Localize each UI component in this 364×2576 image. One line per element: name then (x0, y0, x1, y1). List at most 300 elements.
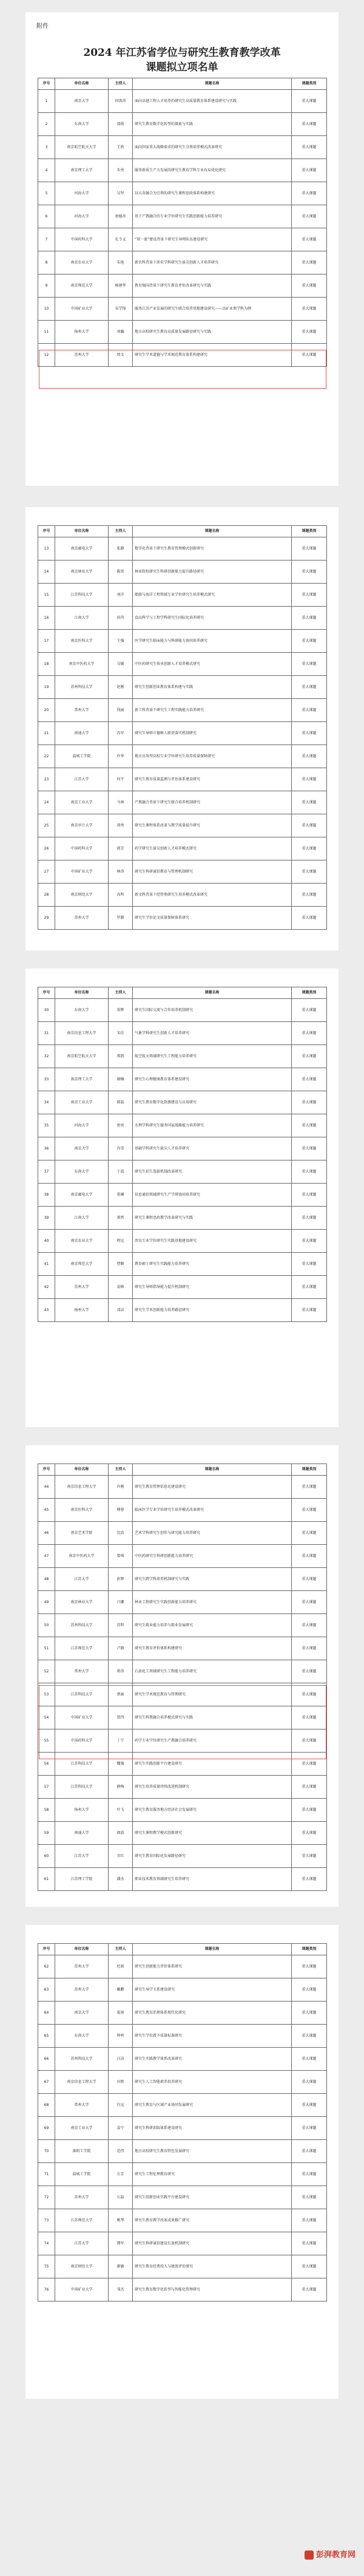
column-header: 主持人 (109, 1944, 133, 1955)
topic-category: 重大课题 (292, 2025, 327, 2048)
unit-name: 南京大学 (55, 90, 109, 113)
topic-title: 研究生创新创业教育体系构建与实践 (133, 676, 292, 699)
topic-title: 药学专业学位研究生产教融合培养研究 (133, 1729, 292, 1753)
host-name: 石磊 (109, 2186, 133, 2209)
table-row (38, 136, 327, 159)
table-row (38, 1660, 327, 1683)
topic-title: 职业技术教育领域研究生培养研究 (133, 1868, 292, 1891)
table-row (38, 699, 327, 722)
row-number: 22 (38, 745, 55, 768)
topic-title: 教育硕士研究生实践能力培养研究 (133, 1253, 292, 1276)
host-name: 高明 (109, 884, 133, 907)
topic-category: 重大课题 (292, 1753, 327, 1776)
topic-category: 重大课题 (292, 837, 327, 860)
table-row (38, 561, 327, 584)
topic-category: 重大课题 (292, 159, 327, 182)
topic-category: 重大课题 (292, 2186, 327, 2209)
topic-title: 艺术学科研究生创作与研究能力培养研究 (133, 1522, 292, 1545)
unit-name: 南京大学 (55, 1137, 109, 1160)
column-header: 主持人 (109, 526, 133, 537)
table-row (38, 1253, 327, 1276)
topic-category: 重大课题 (292, 1137, 327, 1160)
topic-title: 研究生工程伦理教育研究 (133, 2163, 292, 2186)
unit-name: 南京师范大学 (55, 274, 109, 298)
unit-name: 南京工业大学 (55, 2117, 109, 2140)
table-row (38, 584, 327, 607)
row-number: 7 (38, 228, 55, 251)
table-row (38, 2163, 327, 2186)
row-number: 42 (38, 1276, 55, 1299)
table-row (38, 1591, 327, 1614)
unit-name: 江苏科技大学 (55, 584, 109, 607)
topic-title: 气象学科研究生创新人才培养研究 (133, 1022, 292, 1045)
unit-name: 南京大学 (55, 2002, 109, 2025)
row-number: 14 (38, 561, 55, 584)
topic-title: “双一流”建设背景下研究生导师队伍建设研究 (133, 228, 292, 251)
topic-title: 服务新质生产力发展的研究生教育学科专业布局优化研究 (133, 159, 292, 182)
unit-name: 南京农业大学 (55, 251, 109, 274)
topic-title: 临床医学专业学位研究生培养模式改革研究 (133, 1499, 292, 1522)
column-header: 序号 (38, 526, 55, 537)
topic-title: 涉农专业学位研究生实践基地建设研究 (133, 1230, 292, 1253)
row-number: 74 (38, 2232, 55, 2255)
topic-category: 重大课题 (292, 1499, 327, 1522)
topic-title: 研究生国际交流与合作培养机制研究 (133, 999, 292, 1022)
topic-title: 研究生教育国际化发展路径研究 (133, 1845, 292, 1868)
host-name: 吴敏 (109, 653, 133, 676)
unit-name: 南京中医药大学 (55, 653, 109, 676)
topic-title: 船舶与海洋工程领域专业学位研究生培养模式研究 (133, 584, 292, 607)
row-number: 68 (38, 2094, 55, 2117)
table-row (38, 745, 327, 768)
topic-category: 重大课题 (292, 2140, 327, 2163)
host-name: 蔡丽 (109, 1683, 133, 1706)
topic-category: 重大课题 (292, 113, 327, 136)
row-number: 19 (38, 676, 55, 699)
unit-name: 南京工业大学 (55, 791, 109, 814)
row-number: 71 (38, 2163, 55, 2186)
topic-category: 重大课题 (292, 1207, 327, 1230)
table-row (38, 1114, 327, 1137)
host-name: 任远 (109, 2094, 133, 2117)
column-header: 单位名称 (55, 1944, 109, 1955)
table-header-row (38, 78, 327, 90)
unit-name: 江苏大学 (55, 2232, 109, 2255)
row-number: 63 (38, 1978, 55, 2002)
row-number: 70 (38, 2140, 55, 2163)
topic-category: 重大课题 (292, 1568, 327, 1591)
topic-category: 重大课题 (292, 2163, 327, 2186)
host-name: 韩磊 (109, 1091, 133, 1114)
row-number: 46 (38, 1522, 55, 1545)
table-row (38, 321, 327, 344)
unit-name: 江苏师范大学 (55, 2209, 109, 2232)
row-number: 24 (38, 791, 55, 814)
table-row (38, 1614, 327, 1637)
topic-category: 重大课题 (292, 2117, 327, 2140)
topic-title: 数字化背景下研究生教育管理模式创新研究 (133, 537, 292, 561)
topic-title: 研究生教育服务地方经济社会发展研究 (133, 1799, 292, 1822)
row-number: 26 (38, 837, 55, 860)
unit-name: 江南大学 (55, 607, 109, 630)
topic-title: 产教融合背景下研究生联合培养机制研究 (133, 791, 292, 814)
host-name: 孔令义 (109, 228, 133, 251)
row-number: 21 (38, 722, 55, 745)
host-name: 邓洁 (109, 1299, 133, 1322)
unit-name: 江南大学 (55, 1207, 109, 1230)
unit-name: 苏州科技大学 (55, 676, 109, 699)
unit-name: 江苏大学 (55, 1845, 109, 1868)
unit-name: 江苏科技大学 (55, 1683, 109, 1706)
host-name: 宋佳 (109, 1022, 133, 1045)
table-row (38, 344, 327, 367)
project-table-page-5 (38, 1943, 327, 2302)
topic-category: 重大课题 (292, 182, 327, 205)
topic-category: 重大课题 (292, 1845, 327, 1868)
host-name: 许刚 (109, 1476, 133, 1499)
row-number: 32 (38, 1045, 55, 1068)
topic-category: 重大课题 (292, 1868, 327, 1891)
topic-title: 医学研究生临床能力与科研能力协同培养研究 (133, 630, 292, 653)
row-number: 25 (38, 814, 55, 837)
topic-category: 重大课题 (292, 561, 327, 584)
topic-title: 中医药研究生科研创新能力培养研究 (133, 1545, 292, 1568)
column-header: 单位名称 (55, 987, 109, 999)
row-number: 45 (38, 1499, 55, 1522)
table-row (38, 298, 327, 321)
topic-category: 重大课题 (292, 1660, 327, 1683)
unit-name: 中国矿业大学 (55, 860, 109, 884)
topic-category: 重大课题 (292, 1253, 327, 1276)
topic-title: 石油化工领域研究生工程能力培养研究 (133, 1660, 292, 1683)
row-number: 5 (38, 182, 55, 205)
table-header-row (38, 526, 327, 537)
row-number: 36 (38, 1137, 55, 1160)
topic-title: 基础学科研究生拔尖人才培养研究 (133, 1137, 292, 1160)
row-number: 55 (38, 1729, 55, 1753)
row-number: 3 (38, 136, 55, 159)
table-row (38, 814, 327, 837)
host-name: 潘杰 (109, 1868, 133, 1891)
host-name: 林涛 (109, 860, 133, 884)
unit-name: 江苏理工学院 (55, 1868, 109, 1891)
topic-category: 重大课题 (292, 907, 327, 930)
table-row (38, 1160, 327, 1184)
topic-title: 研究生学位授予质量标准研究 (133, 2025, 292, 2048)
host-name: 冯军 (109, 722, 133, 745)
table-row (38, 653, 327, 676)
row-number: 56 (38, 1753, 55, 1776)
column-header: 单位名称 (55, 1464, 109, 1476)
unit-name: 南京邮电大学 (55, 1184, 109, 1207)
host-name: 邹杰 (109, 2278, 133, 2302)
host-name: 沈浩 (109, 1522, 133, 1545)
host-name: 彭辉 (109, 1568, 133, 1591)
row-number: 72 (38, 2186, 55, 2209)
topic-title: 研究生科教融合培养模式研究与实践 (133, 1706, 292, 1729)
unit-name: 南京审计大学 (55, 814, 109, 837)
document-page-5 (25, 1925, 339, 2399)
topic-title: 研究生导师指导能力提升机制研究 (133, 1276, 292, 1299)
unit-name: 苏州大学 (55, 1276, 109, 1299)
topic-category: 重大课题 (292, 1184, 327, 1207)
topic-category: 重大课题 (292, 205, 327, 228)
table-row (38, 1776, 327, 1799)
unit-name: 盐城工学院 (55, 2163, 109, 2186)
unit-name: 扬州大学 (55, 1299, 109, 1322)
table-row (38, 2117, 327, 2140)
topic-category: 重大课题 (292, 2071, 327, 2094)
table-row (38, 1955, 327, 1978)
topic-category: 重大课题 (292, 321, 327, 344)
topic-category: 重大课题 (292, 1160, 327, 1184)
row-number: 28 (38, 884, 55, 907)
table-row (38, 1522, 327, 1545)
host-name: 程远 (109, 1230, 133, 1253)
host-name: 丁宁 (109, 1729, 133, 1753)
topic-title: 研究生学术规范教育与管理研究 (133, 1683, 292, 1706)
host-name: 周文 (109, 344, 133, 367)
host-name: 萧然 (109, 1207, 133, 1230)
host-name: 姚琴 (109, 2209, 133, 2232)
host-name: 赵刚 (109, 676, 133, 699)
table-row (38, 182, 327, 205)
table-row (38, 1091, 327, 1114)
row-number: 66 (38, 2048, 55, 2071)
row-number: 23 (38, 768, 55, 791)
unit-name: 中国药科大学 (55, 228, 109, 251)
row-number: 52 (38, 1660, 55, 1683)
project-table-page-1 (38, 78, 327, 367)
host-name: 姜宁 (109, 2117, 133, 2140)
topic-title: 研究生人工智能素养培养研究 (133, 2071, 292, 2094)
host-name: 梁辉 (109, 999, 133, 1022)
unit-name: 南京农业大学 (55, 1230, 109, 1253)
row-number: 37 (38, 1160, 55, 1184)
unit-name: 中国矿业大学 (55, 2278, 109, 2302)
topic-category: 重大课题 (292, 999, 327, 1022)
row-number: 31 (38, 1022, 55, 1045)
table-row (38, 1476, 327, 1499)
row-number: 9 (38, 274, 55, 298)
row-number: 15 (38, 584, 55, 607)
table-row (38, 1753, 327, 1776)
row-number: 6 (38, 205, 55, 228)
host-name: 夏雨 (109, 2002, 133, 2025)
topic-category: 重大课题 (292, 2209, 327, 2232)
table-header-row (38, 1944, 327, 1955)
topic-category: 重大课题 (292, 2255, 327, 2278)
table-row (38, 1068, 327, 1091)
host-name: 傅蓉 (109, 1499, 133, 1522)
table-row (38, 2255, 327, 2278)
topic-title: 研究生创新能力评价体系研究 (133, 1955, 292, 1978)
host-name: 孙伟 (109, 607, 133, 630)
column-header: 课题类别 (292, 78, 327, 90)
topic-category: 重大课题 (292, 2002, 327, 2025)
host-name: 袁峰 (109, 1276, 133, 1299)
project-table-page-3 (38, 987, 327, 1322)
host-name: 朱艳 (109, 251, 133, 274)
host-name: 余红 (109, 1845, 133, 1868)
topic-category: 重大课题 (292, 537, 327, 561)
topic-category: 重大课题 (292, 1776, 327, 1799)
topic-category: 重大课题 (292, 1799, 327, 1822)
unit-name: 常州大学 (55, 2094, 109, 2117)
unit-name: 中国矿业大学 (55, 1706, 109, 1729)
topic-title: 教育强国背景下研究生教育评价改革研究与实践 (133, 274, 292, 298)
topic-title: 信息通信领域研究生产学研协同培养研究 (133, 1184, 292, 1207)
unit-name: 中国矿业大学 (55, 298, 109, 321)
host-name: 杜娟 (109, 1955, 133, 1978)
table-row (38, 2071, 327, 2094)
topic-title: 研究生导学关系建设研究 (133, 1978, 292, 2002)
host-name: 曾琪 (109, 1545, 133, 1568)
row-number: 75 (38, 2255, 55, 2278)
topic-title: 研究生就业能力培养与职业发展研究 (133, 1614, 292, 1637)
topic-category: 重大课题 (292, 1955, 327, 1978)
unit-name: 江苏师范大学 (55, 1637, 109, 1660)
row-number: 76 (38, 2278, 55, 2302)
document-title-line1: 2024 年江苏省学位与研究生教育教学改革 (83, 47, 281, 59)
row-number: 61 (38, 1868, 55, 1891)
table-row (38, 274, 327, 298)
table-row (38, 251, 327, 274)
topic-category: 重大课题 (292, 1091, 327, 1114)
row-number: 35 (38, 1114, 55, 1137)
row-number: 50 (38, 1614, 55, 1637)
topic-category: 重大课题 (292, 251, 327, 274)
column-header: 课题类别 (292, 526, 327, 537)
unit-name: 东南大学 (55, 1160, 109, 1184)
unit-name: 东南大学 (55, 2025, 109, 2048)
unit-name: 东南大学 (55, 999, 109, 1022)
document-page-1 (25, 12, 339, 486)
topic-title: 中医药研究生传承创新人才培养模式研究 (133, 653, 292, 676)
topic-title: 研究生跨学科培养机制研究与实践 (133, 1568, 292, 1591)
host-name: 陈雷 (109, 561, 133, 584)
table-row (38, 228, 327, 251)
topic-title: 林业工程研究生实践创新能力培养研究 (133, 1591, 292, 1614)
project-table-page-4 (38, 1463, 327, 1891)
table-row (38, 2048, 327, 2071)
host-name: 方芳 (109, 2163, 133, 2186)
host-name: 钟鸣 (109, 2025, 133, 2048)
host-name: 钱丽 (109, 699, 133, 722)
table-row (38, 1137, 327, 1160)
table-row (38, 2025, 327, 2048)
topic-title: 研究生课程体系改革与教学质量提升研究 (133, 814, 292, 837)
topic-title: 地方应用型高校专业学位研究生培养质量保障研究 (133, 745, 292, 768)
topic-title: 研究生课程思政教学改革研究与实践 (133, 1207, 292, 1230)
topic-category: 重大课题 (292, 136, 327, 159)
host-name: 何洪涛 (109, 90, 133, 113)
row-number: 48 (38, 1568, 55, 1591)
topic-title: 食品科学与工程学科研究生国际化培养研究 (133, 607, 292, 630)
topic-title: 研究生教育评价体系构建研究 (133, 1637, 292, 1660)
topic-category: 重大课题 (292, 1729, 327, 1753)
host-name: 郭芳 (109, 837, 133, 860)
table-row (38, 907, 327, 930)
topic-title: 研究生课程教学模式创新研究 (133, 1822, 292, 1845)
topic-category: 重大课题 (292, 722, 327, 745)
row-number: 1 (38, 90, 55, 113)
column-header: 课题名称 (133, 526, 292, 537)
host-name: 冯雪 (109, 1137, 133, 1160)
topic-category: 重大课题 (292, 1230, 327, 1253)
unit-name: 南京邮电大学 (55, 537, 109, 561)
row-number: 67 (38, 2071, 55, 2094)
topic-title: 研究生心理健康教育体系建设研究 (133, 1068, 292, 1091)
topic-title: 新工科背景下研究生工程实践能力培养研究 (133, 699, 292, 722)
topic-category: 重大课题 (292, 607, 327, 630)
topic-title: 研究生导师立德树人职责落实机制研究 (133, 722, 292, 745)
column-header: 序号 (38, 1464, 55, 1476)
table-row (38, 1276, 327, 1299)
unit-name: 南京航空航天大学 (55, 136, 109, 159)
topic-category: 重大课题 (292, 630, 327, 653)
topic-category: 重大课题 (292, 1476, 327, 1499)
watermark-text: 彭湃教育网 (315, 2550, 356, 2560)
topic-category: 重大课题 (292, 1068, 327, 1091)
topic-title: 新农科背景下涉农学科研究生拔尖创新人才培养研究 (133, 251, 292, 274)
topic-category: 重大课题 (292, 1683, 327, 1706)
row-number: 13 (38, 537, 55, 561)
topic-title: 研究生教育经费投入与绩效评价研究 (133, 2255, 292, 2278)
row-number: 62 (38, 1955, 55, 1978)
topic-category: 重大课题 (292, 1276, 327, 1299)
unit-name: 江苏科技大学 (55, 1776, 109, 1799)
row-number: 8 (38, 251, 55, 274)
unit-name: 南京信息工程大学 (55, 1022, 109, 1045)
unit-name: 苏州大学 (55, 1955, 109, 1978)
unit-name: 南京理工大学 (55, 1068, 109, 1091)
topic-category: 重大课题 (292, 676, 327, 699)
topic-title: 面向卓越工程人才培养的研究生高质量教育体系建设研究与实践 (133, 90, 292, 113)
unit-name: 南京医科大学 (55, 630, 109, 653)
column-header: 课题名称 (133, 987, 292, 999)
table-row (38, 2140, 327, 2163)
host-name: 邵俊 (109, 113, 133, 136)
column-header: 课题类别 (292, 987, 327, 999)
host-name: 卢静 (109, 1637, 133, 1660)
row-number: 27 (38, 860, 55, 884)
unit-name: 常州大学 (55, 1660, 109, 1683)
host-name: 范伟 (109, 2140, 133, 2163)
table-row (38, 1868, 327, 1891)
host-name: 于波 (109, 1160, 133, 1184)
column-header: 序号 (38, 1944, 55, 1955)
table-header-row (38, 1464, 327, 1476)
topic-category: 重大课题 (292, 745, 327, 768)
host-name: 吴坚 (109, 182, 133, 205)
topic-title: 研究生教育质量监测与评估体系建设研究 (133, 768, 292, 791)
topic-category: 重大课题 (292, 274, 327, 298)
document-page-4 (25, 1445, 339, 1907)
table-row (38, 791, 327, 814)
unit-name: 河海大学 (55, 182, 109, 205)
table-row (38, 1729, 327, 1753)
row-number: 57 (38, 1776, 55, 1799)
row-number: 51 (38, 1637, 55, 1660)
table-row (38, 630, 327, 653)
table-row (38, 768, 327, 791)
table-row (38, 884, 327, 907)
topic-category: 重大课题 (292, 653, 327, 676)
table-row (38, 676, 327, 699)
table-row (38, 1845, 327, 1868)
table-row (38, 159, 327, 182)
